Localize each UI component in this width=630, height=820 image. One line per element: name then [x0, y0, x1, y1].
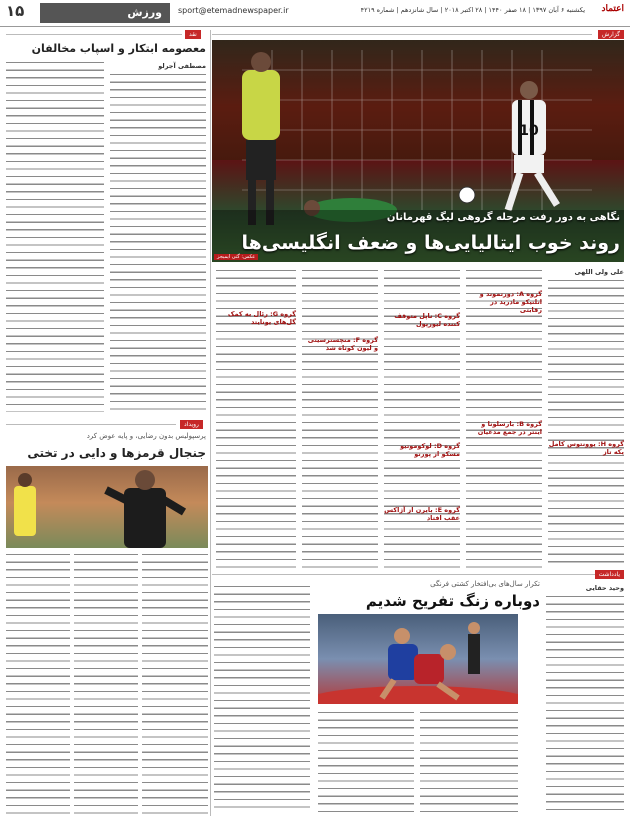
tag-critique: نقد [185, 30, 201, 39]
coach-scene [6, 466, 208, 548]
svg-text:10: 10 [519, 123, 539, 139]
wrestling-column-left [214, 584, 310, 814]
opinion-headline: معصومه ابتکار و اسپاب مخالفان [31, 42, 206, 55]
tag-report: گزارش [598, 30, 624, 39]
main-story-subhead: گروه B: بارسلونا و اینتر در جمع مدعیان [477, 420, 542, 436]
section-email[interactable]: sport@etemadnewspaper.ir [178, 6, 289, 15]
tag-notes: یادداشت [595, 570, 624, 579]
main-story-subhead: گروه H: یوونتوس کامل یکه تاز [548, 440, 624, 456]
tag-news: رویداد [180, 420, 203, 429]
opinion-column-1 [110, 72, 206, 412]
divider [6, 424, 176, 425]
wrestling-headline: دوباره زنگ تفریح شدیم [365, 592, 540, 610]
persepolis-column-1 [6, 552, 70, 814]
photo-credit: عکس: گتی ایمیجز [214, 254, 258, 260]
persepolis-photo [6, 466, 208, 548]
wrestling-column-2 [318, 710, 414, 814]
divider [212, 34, 592, 35]
opinion-byline: مصطفی آجرلو [158, 62, 206, 70]
section-label: ورزش [40, 3, 170, 23]
main-story-byline: علی ولی اللهی [574, 268, 624, 276]
football-scene [212, 40, 624, 262]
main-story-subhead: گروه D: لوکوموتیو مسکو از پورتو [400, 442, 460, 458]
main-story-column-4 [302, 268, 378, 568]
persepolis-column-3 [142, 552, 208, 814]
main-story-kicker: نگاهی به دور رفت مرحله گروهی لیگ قهرمانان [386, 212, 620, 223]
divider [6, 34, 182, 35]
wrestling-column-3 [420, 710, 518, 814]
main-story-subhead: گروه E: بایرن از آژاکس عقب افتاد [384, 506, 460, 522]
main-story-subhead: گروه C: ناپل متوقف کننده لیورپول [394, 312, 460, 328]
main-story-headline: روند خوب ایتالیایی‌ها و ضعف انگلیسی‌ها [241, 232, 620, 254]
opinion-column-2 [6, 60, 104, 412]
wrestling-column-1 [546, 594, 624, 814]
divider [212, 574, 612, 575]
main-story-column-1 [548, 278, 624, 568]
dateline: یکشنبه ۶ آبان ۱۳۹۷ | ۱۸ صفر ۱۴۴۰ | ۲۸ اکتبر ۲۰۱۸ | سال شانزدهم | شماره ۴۲۱۹ [360, 6, 585, 14]
persepolis-column-2 [74, 552, 138, 814]
wrestling-byline: وحید حقایی [585, 584, 624, 592]
persepolis-headline: جنجال قرمزها و دایی در تختی [27, 446, 206, 460]
column-separator [210, 30, 211, 816]
wrestling-scene [318, 614, 518, 704]
main-photo [212, 40, 624, 262]
newspaper-logo: اعتماد [601, 4, 624, 14]
main-story-subhead: گروه F: منچسترسیتی و لیون کوتاه شد [307, 336, 378, 352]
page-number: ۱۵ [6, 2, 25, 20]
wrestling-photo [318, 614, 518, 704]
persepolis-kicker: پرسپولیس بدون رضایی، و پایه عوض کرد [86, 432, 206, 440]
wrestling-kicker: تکرار سال‌های بی‌افتخار کشتی فرنگی [430, 580, 540, 588]
main-story-subhead: گروه G: رئال به کمک گل‌های یونایتد [227, 310, 296, 326]
main-story-subhead: گروه A: دورتموند و اتلتیکو مادرید در رقابتی [479, 290, 542, 314]
